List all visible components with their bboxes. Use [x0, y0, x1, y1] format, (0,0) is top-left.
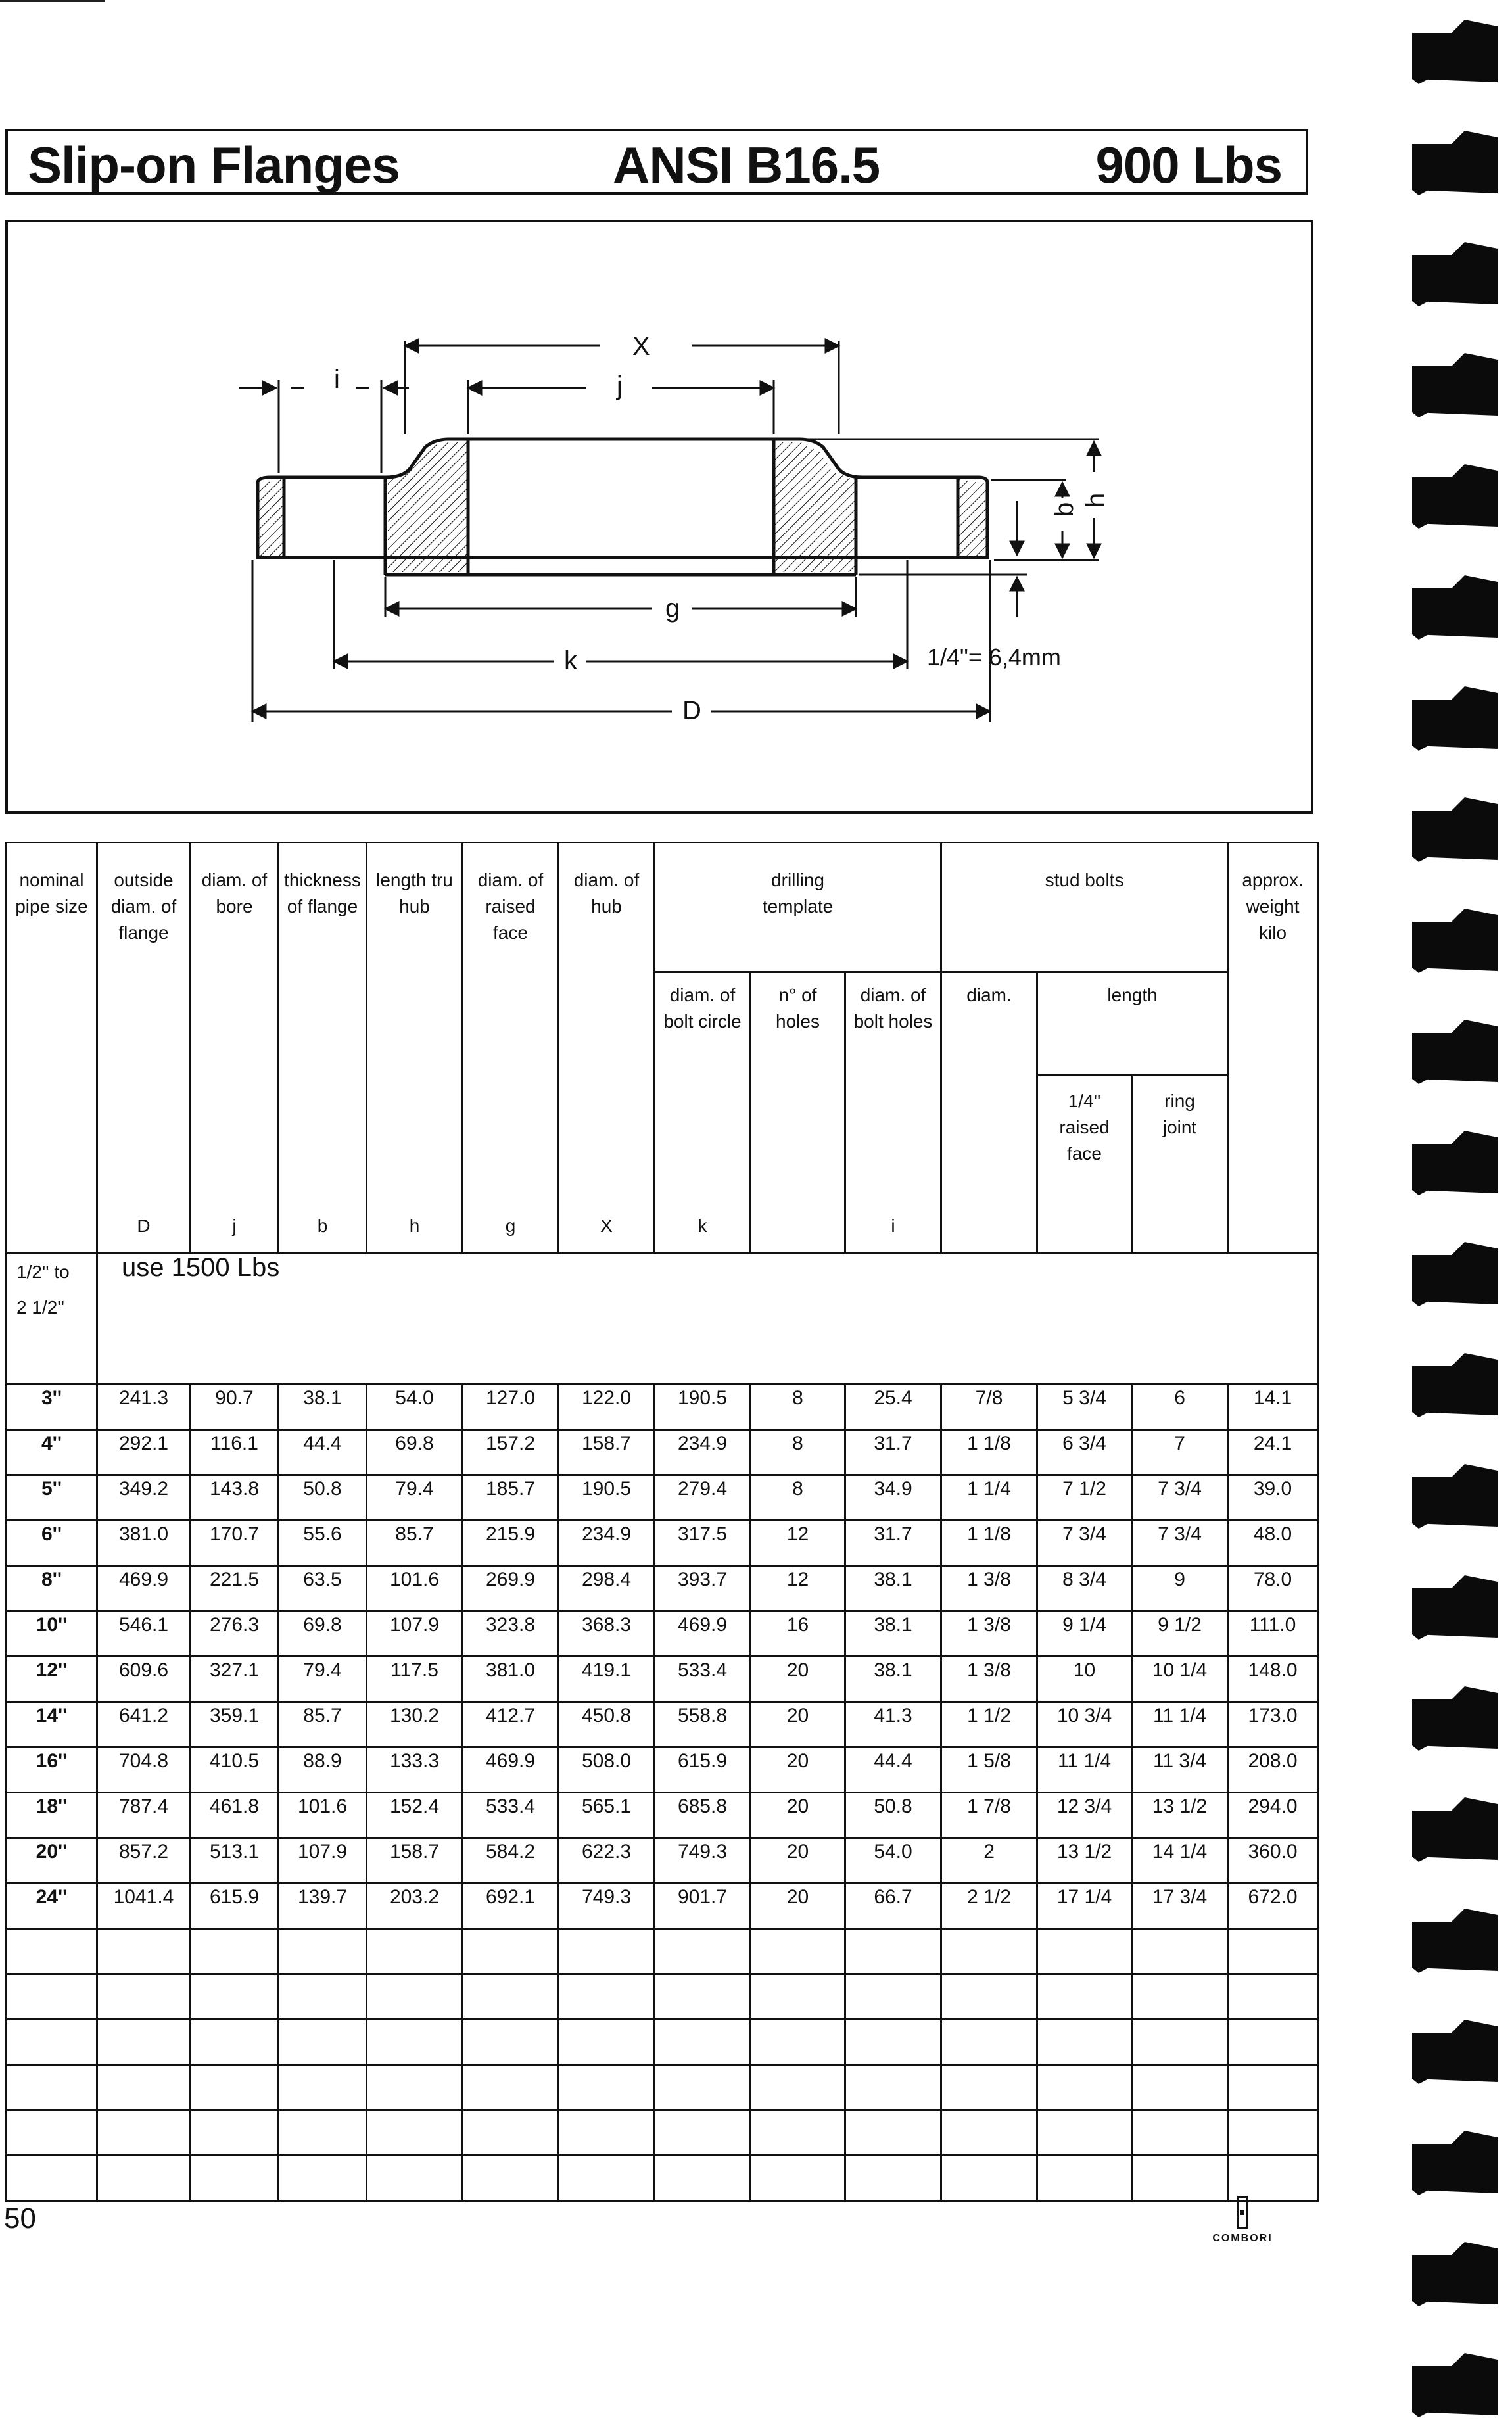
logo-text: COMBORI — [1212, 2233, 1273, 2244]
row-pipe-size: 10'' — [7, 1611, 97, 1657]
table-row — [7, 1385, 1318, 1430]
table-cell: 565.1 — [559, 1793, 655, 1838]
binder-tab-icon — [1406, 346, 1504, 419]
table-cell: 317.5 — [655, 1521, 751, 1566]
dim-note: 1/4"= 6,4mm — [927, 644, 1061, 671]
table-cell: 298.4 — [559, 1566, 655, 1611]
table-cell: 609.6 — [97, 1657, 191, 1702]
table-row — [7, 1611, 1318, 1657]
row-pipe-size: 3'' — [7, 1385, 97, 1430]
flange-cross-section — [8, 222, 1316, 817]
empty-row — [7, 2156, 1318, 2201]
header-stud-length: length — [1037, 972, 1228, 1076]
table-row — [7, 1475, 1318, 1521]
table-cell: 54.0 — [367, 1385, 463, 1430]
table-cell: 368.3 — [559, 1611, 655, 1657]
table-cell: 292.1 — [97, 1430, 191, 1475]
table-cell: 234.9 — [559, 1521, 655, 1566]
table-cell: 12 — [751, 1566, 845, 1611]
table-cell: 1 5/8 — [941, 1747, 1037, 1793]
table-cell: 55.6 — [279, 1521, 367, 1566]
table-cell: 276.3 — [191, 1611, 279, 1657]
binder-tab-icon — [1406, 458, 1504, 530]
table-cell: 381.0 — [463, 1657, 559, 1702]
table-cell: 20 — [751, 1793, 845, 1838]
table-cell: 685.8 — [655, 1793, 751, 1838]
table-cell: 41.3 — [845, 1702, 941, 1747]
dim-label-j: j — [617, 371, 623, 400]
top-rule — [0, 0, 105, 2]
table-cell: 12 — [751, 1521, 845, 1566]
header-ring-joint: ring joint — [1132, 1076, 1228, 1254]
table-cell: 20 — [751, 1747, 845, 1793]
table-cell: 615.9 — [191, 1884, 279, 1929]
table-cell: 508.0 — [559, 1747, 655, 1793]
spec-table-container — [5, 842, 1317, 2171]
binder-tab-icon — [1406, 569, 1504, 641]
dim-label-x: X — [632, 332, 650, 361]
table-cell: 787.4 — [97, 1793, 191, 1838]
table-cell: 130.2 — [367, 1702, 463, 1747]
table-cell: 749.3 — [655, 1838, 751, 1884]
table-cell: 127.0 — [463, 1385, 559, 1430]
empty-row — [7, 2110, 1318, 2156]
binder-tab-icon — [1406, 791, 1504, 863]
table-cell: 641.2 — [97, 1702, 191, 1747]
row-pipe-size: 18'' — [7, 1793, 97, 1838]
table-cell: 38.1 — [845, 1611, 941, 1657]
table-cell: 584.2 — [463, 1838, 559, 1884]
table-cell: 50.8 — [279, 1475, 367, 1521]
table-cell: 546.1 — [97, 1611, 191, 1657]
table-cell: 39.0 — [1228, 1475, 1318, 1521]
table-cell: 7/8 — [941, 1385, 1037, 1430]
table-cell: 7 1/2 — [1037, 1475, 1132, 1521]
table-cell: 25.4 — [845, 1385, 941, 1430]
table-cell: 615.9 — [655, 1747, 751, 1793]
table-cell: 152.4 — [367, 1793, 463, 1838]
dim-label-d: D — [682, 696, 701, 725]
table-cell: 44.4 — [845, 1747, 941, 1793]
table-cell: 234.9 — [655, 1430, 751, 1475]
table-cell: 692.1 — [463, 1884, 559, 1929]
table-cell: 9 — [1132, 1566, 1228, 1611]
table-cell: 66.7 — [845, 1884, 941, 1929]
table-cell: 170.7 — [191, 1521, 279, 1566]
table-cell: 359.1 — [191, 1702, 279, 1747]
table-cell: 9 1/2 — [1132, 1611, 1228, 1657]
use-row-note: use 1500 Lbs — [97, 1254, 1318, 1385]
table-cell: 185.7 — [463, 1475, 559, 1521]
table-cell: 6 — [1132, 1385, 1228, 1430]
table-cell: 269.9 — [463, 1566, 559, 1611]
table-cell: 31.7 — [845, 1430, 941, 1475]
dim-label-g: g — [665, 594, 680, 623]
binder-tab-icon — [1406, 2346, 1504, 2419]
table-cell: 122.0 — [559, 1385, 655, 1430]
table-cell: 16 — [751, 1611, 845, 1657]
table-cell: 215.9 — [463, 1521, 559, 1566]
table-cell: 17 3/4 — [1132, 1884, 1228, 1929]
table-cell: 11 1/4 — [1132, 1702, 1228, 1747]
binder-tab-icon — [1406, 1680, 1504, 1752]
binder-tab-icon — [1406, 1791, 1504, 1863]
table-cell: 469.9 — [655, 1611, 751, 1657]
table-cell: 749.3 — [559, 1884, 655, 1929]
row-pipe-size: 24'' — [7, 1884, 97, 1929]
table-cell: 7 3/4 — [1037, 1521, 1132, 1566]
table-cell: 20 — [751, 1838, 845, 1884]
table-cell: 381.0 — [97, 1521, 191, 1566]
binder-tab-icon — [1406, 1458, 1504, 1530]
table-cell: 79.4 — [279, 1657, 367, 1702]
binder-tab-icon — [1406, 680, 1504, 752]
table-cell: 294.0 — [1228, 1793, 1318, 1838]
header-drilling-template: drilling template — [655, 843, 941, 972]
table-cell: 7 3/4 — [1132, 1521, 1228, 1566]
table-cell: 349.2 — [97, 1475, 191, 1521]
binder-tabs — [1400, 0, 1512, 2309]
table-cell: 208.0 — [1228, 1747, 1318, 1793]
table-cell: 469.9 — [463, 1747, 559, 1793]
pressure-class-label: 900 Lbs — [1095, 136, 1282, 194]
table-cell: 704.8 — [97, 1747, 191, 1793]
table-cell: 469.9 — [97, 1566, 191, 1611]
table-cell: 203.2 — [367, 1884, 463, 1929]
table-cell: 279.4 — [655, 1475, 751, 1521]
table-cell: 461.8 — [191, 1793, 279, 1838]
table-cell: 44.4 — [279, 1430, 367, 1475]
table-row — [7, 1566, 1318, 1611]
combori-logo — [1203, 2196, 1282, 2248]
table-cell: 901.7 — [655, 1884, 751, 1929]
table-cell: 13 1/2 — [1132, 1793, 1228, 1838]
table-cell: 31.7 — [845, 1521, 941, 1566]
table-row — [7, 1702, 1318, 1747]
table-cell: 63.5 — [279, 1566, 367, 1611]
table-row — [7, 1838, 1318, 1884]
table-cell: 48.0 — [1228, 1521, 1318, 1566]
table-cell: 69.8 — [367, 1430, 463, 1475]
header-nominal: nominal pipe size — [7, 843, 97, 1254]
table-cell: 111.0 — [1228, 1611, 1318, 1657]
table-cell: 2 1/2 — [941, 1884, 1037, 1929]
table-cell: 1 3/8 — [941, 1611, 1037, 1657]
table-cell: 8 — [751, 1385, 845, 1430]
table-cell: 221.5 — [191, 1566, 279, 1611]
logo-mark-icon — [1237, 2196, 1248, 2229]
table-cell: 20 — [751, 1657, 845, 1702]
table-cell: 558.8 — [655, 1702, 751, 1747]
table-cell: 107.9 — [279, 1838, 367, 1884]
table-cell: 38.1 — [279, 1385, 367, 1430]
table-cell: 148.0 — [1228, 1657, 1318, 1702]
binder-tab-icon — [1406, 1013, 1504, 1085]
table-cell: 11 3/4 — [1132, 1747, 1228, 1793]
table-cell: 327.1 — [191, 1657, 279, 1702]
flange-drawing — [5, 220, 1313, 814]
row-pipe-size: 4'' — [7, 1430, 97, 1475]
use-row-size: 1/2'' to 2 1/2'' — [7, 1254, 97, 1385]
table-cell: 69.8 — [279, 1611, 367, 1657]
header-holes: n° of holes — [751, 972, 845, 1254]
table-cell: 1 3/8 — [941, 1657, 1037, 1702]
table-cell: 1 3/8 — [941, 1566, 1037, 1611]
table-cell: 533.4 — [655, 1657, 751, 1702]
table-cell: 6 3/4 — [1037, 1430, 1132, 1475]
header-stud-bolts: stud bolts — [941, 843, 1228, 972]
binder-tab-icon — [1406, 2124, 1504, 2196]
table-cell: 20 — [751, 1702, 845, 1747]
table-cell: 1 7/8 — [941, 1793, 1037, 1838]
dim-label-h: h — [1081, 492, 1110, 508]
dim-label-b: b — [1050, 502, 1079, 517]
table-cell: 533.4 — [463, 1793, 559, 1838]
table-cell: 38.1 — [845, 1566, 941, 1611]
table-cell: 672.0 — [1228, 1884, 1318, 1929]
table-cell: 1041.4 — [97, 1884, 191, 1929]
table-cell: 190.5 — [559, 1475, 655, 1521]
row-pipe-size: 5'' — [7, 1475, 97, 1521]
table-cell: 393.7 — [655, 1566, 751, 1611]
table-cell: 34.9 — [845, 1475, 941, 1521]
table-cell: 158.7 — [367, 1838, 463, 1884]
title-bar — [5, 129, 1308, 195]
table-cell: 7 — [1132, 1430, 1228, 1475]
table-cell: 8 3/4 — [1037, 1566, 1132, 1611]
table-cell: 79.4 — [367, 1475, 463, 1521]
table-cell: 88.9 — [279, 1747, 367, 1793]
table-cell: 857.2 — [97, 1838, 191, 1884]
table-cell: 513.1 — [191, 1838, 279, 1884]
table-cell: 11 1/4 — [1037, 1747, 1132, 1793]
binder-tab-icon — [1406, 902, 1504, 974]
table-row — [7, 1884, 1318, 1929]
binder-tab-icon — [1406, 2013, 1504, 2085]
table-cell: 157.2 — [463, 1430, 559, 1475]
table-cell: 5 3/4 — [1037, 1385, 1132, 1430]
table-cell: 78.0 — [1228, 1566, 1318, 1611]
table-cell: 8 — [751, 1430, 845, 1475]
table-cell: 38.1 — [845, 1657, 941, 1702]
table-cell: 17 1/4 — [1037, 1884, 1132, 1929]
header-bore: diam. of bore j — [191, 843, 279, 1254]
header-stud-diam: diam. — [941, 972, 1037, 1254]
table-cell: 7 3/4 — [1132, 1475, 1228, 1521]
table-cell: 1 1/8 — [941, 1430, 1037, 1475]
row-pipe-size: 20'' — [7, 1838, 97, 1884]
table-cell: 9 1/4 — [1037, 1611, 1132, 1657]
table-cell: 101.6 — [279, 1793, 367, 1838]
binder-tab-icon — [1406, 2235, 1504, 2308]
table-cell: 14 1/4 — [1132, 1838, 1228, 1884]
binder-tab-icon — [1406, 235, 1504, 308]
table-cell: 50.8 — [845, 1793, 941, 1838]
table-cell: 360.0 — [1228, 1838, 1318, 1884]
table-row — [7, 1747, 1318, 1793]
binder-tab-icon — [1406, 13, 1504, 85]
table-cell: 54.0 — [845, 1838, 941, 1884]
table-cell: 10 1/4 — [1132, 1657, 1228, 1702]
row-pipe-size: 14'' — [7, 1702, 97, 1747]
header-hub: diam. of hub X — [559, 843, 655, 1254]
table-cell: 8 — [751, 1475, 845, 1521]
empty-row — [7, 1974, 1318, 2020]
table-cell: 143.8 — [191, 1475, 279, 1521]
header-weight: approx. weight kilo — [1228, 843, 1318, 1254]
table-cell: 1 1/4 — [941, 1475, 1037, 1521]
empty-row — [7, 2020, 1318, 2065]
table-cell: 85.7 — [367, 1521, 463, 1566]
table-cell: 107.9 — [367, 1611, 463, 1657]
table-cell: 323.8 — [463, 1611, 559, 1657]
header-raised-face-length: 1/4'' raised face — [1037, 1076, 1132, 1254]
header-raised-face: diam. of raised face g — [463, 843, 559, 1254]
standard-label: ANSI B16.5 — [613, 136, 880, 194]
table-cell: 12 3/4 — [1037, 1793, 1132, 1838]
table-cell: 190.5 — [655, 1385, 751, 1430]
binder-tab-icon — [1406, 1569, 1504, 1641]
header-bolt-circle: diam. of bolt circle k — [655, 972, 751, 1254]
table-cell: 20 — [751, 1884, 845, 1929]
table-cell: 241.3 — [97, 1385, 191, 1430]
flange-spec-table — [5, 842, 1319, 2202]
table-cell: 90.7 — [191, 1385, 279, 1430]
table-cell: 139.7 — [279, 1884, 367, 1929]
table-row — [7, 1657, 1318, 1702]
table-cell: 10 3/4 — [1037, 1702, 1132, 1747]
table-cell: 410.5 — [191, 1747, 279, 1793]
row-pipe-size: 16'' — [7, 1747, 97, 1793]
binder-tab-icon — [1406, 124, 1504, 197]
table-row — [7, 1521, 1318, 1566]
table-cell: 116.1 — [191, 1430, 279, 1475]
table-cell: 13 1/2 — [1037, 1838, 1132, 1884]
table-cell: 101.6 — [367, 1566, 463, 1611]
dim-label-k: k — [564, 646, 577, 675]
table-cell: 450.8 — [559, 1702, 655, 1747]
binder-tab-icon — [1406, 1235, 1504, 1308]
table-row — [7, 1430, 1318, 1475]
header-bolt-holes: diam. of bolt holes i — [845, 972, 941, 1254]
row-pipe-size: 12'' — [7, 1657, 97, 1702]
page-title: Slip-on Flanges — [28, 136, 400, 194]
empty-row — [7, 1929, 1318, 1974]
header-outside-diam: outside diam. of flange D — [97, 843, 191, 1254]
table-cell: 173.0 — [1228, 1702, 1318, 1747]
table-cell: 622.3 — [559, 1838, 655, 1884]
table-cell: 85.7 — [279, 1702, 367, 1747]
header-thickness: thickness of flange b — [279, 843, 367, 1254]
row-pipe-size: 8'' — [7, 1566, 97, 1611]
binder-tab-icon — [1406, 1902, 1504, 1974]
table-cell: 133.3 — [367, 1747, 463, 1793]
table-cell: 14.1 — [1228, 1385, 1318, 1430]
table-cell: 412.7 — [463, 1702, 559, 1747]
table-row — [7, 1793, 1318, 1838]
table-cell: 10 — [1037, 1657, 1132, 1702]
table-cell: 24.1 — [1228, 1430, 1318, 1475]
table-cell: 419.1 — [559, 1657, 655, 1702]
table-cell: 2 — [941, 1838, 1037, 1884]
header-length: length tru hub h — [367, 843, 463, 1254]
table-cell: 158.7 — [559, 1430, 655, 1475]
dim-label-i: i — [334, 365, 340, 394]
table-cell: 117.5 — [367, 1657, 463, 1702]
empty-row — [7, 2065, 1318, 2110]
binder-tab-icon — [1406, 1124, 1504, 1197]
table-cell: 1 1/8 — [941, 1521, 1037, 1566]
use-row — [7, 1254, 1318, 1385]
page-number: 50 — [4, 2202, 36, 2235]
binder-tab-icon — [1406, 1346, 1504, 1419]
table-cell: 1 1/2 — [941, 1702, 1037, 1747]
row-pipe-size: 6'' — [7, 1521, 97, 1566]
